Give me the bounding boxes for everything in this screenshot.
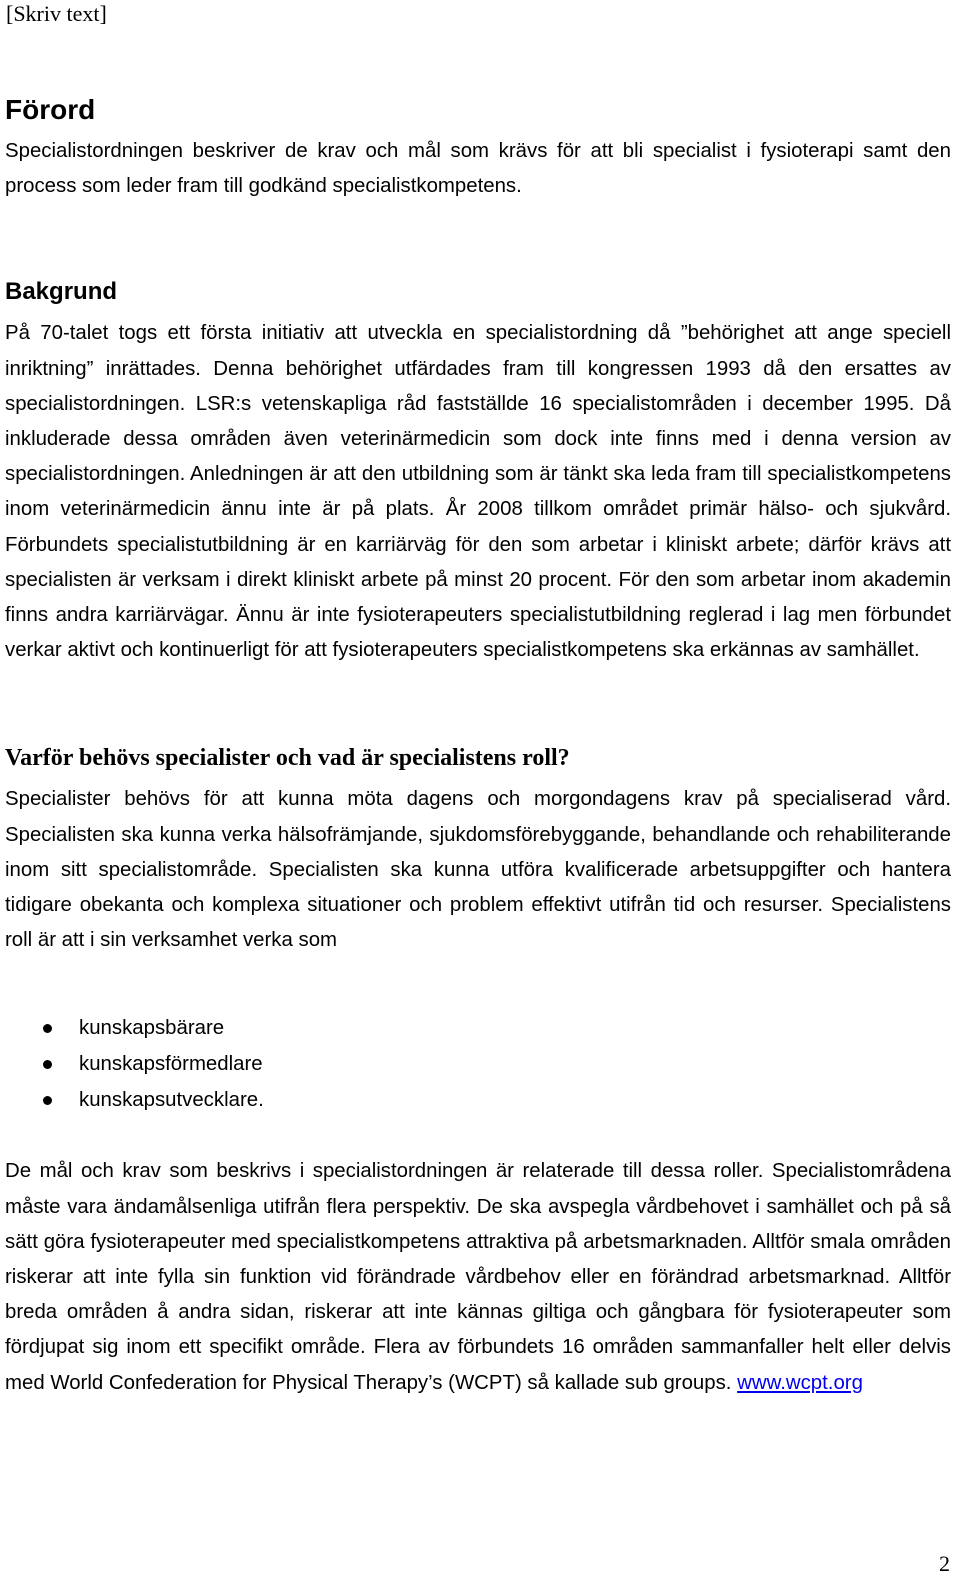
wcpt-link[interactable]: www.wcpt.org xyxy=(737,1371,863,1394)
heading-varfor: Varför behövs specialister och vad är specialistens roll? xyxy=(5,745,570,772)
paragraph-forord: Specialistordningen beskriver de krav och mål som krävs för att bli specialist i fysioterapi samt den process som leder fram till godkänd specialistkompetens. xyxy=(5,140,951,198)
header-placeholder: [Skriv text] xyxy=(6,1,107,26)
list-item xyxy=(5,1010,951,1046)
role-label: kunskapsbärare xyxy=(79,1017,225,1040)
paragraph-varfor: Specialister behövs för att kunna möta dagens och morgondagens krav på specialiserad vård. Specialisten ska kunna verka hälsofrämjande, sjukdomsförebyggande, behandlande och rehabiliterande inom sitt specialistområde. Specialisten ska kunna utföra kvalificerade arbetsuppgifter och hantera tidigare obekanta och komplexa situationer och problem effektivt utifrån tid och resurser. Specialistens roll är att i sin verksamhet verka som xyxy=(5,788,951,952)
heading-forord: Förord xyxy=(5,94,96,125)
paragraph-closing xyxy=(5,1154,951,1400)
roles-list xyxy=(5,1010,951,1118)
role-label: kunskapsförmedlare xyxy=(79,1053,263,1076)
role-label: kunskapsutvecklare. xyxy=(79,1089,264,1112)
page-number: 2 xyxy=(939,1551,950,1576)
bullet-icon xyxy=(43,1096,52,1105)
bullet-icon xyxy=(43,1024,52,1033)
list-item xyxy=(5,1046,951,1082)
heading-bakgrund: Bakgrund xyxy=(5,278,118,306)
closing-text: De mål och krav som beskrivs i specialistordningen är relaterade till dessa roller. Specialistområdena måste vara ändamålsenliga utifrån flera perspektiv. De ska avspegla vårdbehovet i samhället och på så sätt göra fysioterapeuter med specialistkompetens attraktiva på arbetsmarknaden. Alltför smala områden riskerar att inte fylla sin funktion vid förändrade vårdbehov eller en förändrad arbetsmarknad. Alltför breda områden å andra sidan, riskerar att inte kännas giltiga och gångbara för fysioterapeuter som fördjupat sig inom ett specifikt område. Flera av förbundets 16 områden sammanfaller helt eller delvis med World Confederation for Physical Therapy’s (WCPT) så kallade sub groups. xyxy=(5,1160,951,1394)
bullet-icon xyxy=(43,1060,52,1069)
paragraph-bakgrund: På 70-talet togs ett första initiativ att utveckla en specialistordning då ”behörighet att ange speciell inriktning” inrättades. Denna behörighet utfärdades fram till kongressen 1993 då den ersattes av specialistordningen. LSR:s vetenskapliga råd fastställde 16 specialistområden i december 1995. Då inkluderade dessa områden även veterinärmedicin som dock inte finns med i denna version av specialistordningen. Anledningen är att den utbildning som är tänkt ska leda fram till specialistkompetens inom veterinärmedicin ännu inte är på plats. År 2008 tillkom området primär hälso- och sjukvård. Förbundets specialistutbildning är en karriärväg för den som arbetar i kliniskt arbete; därför krävs att specialisten är verksam i direkt kliniskt arbete på minst 20 procent. För den som arbetar inom akademin finns andra karriärvägar. Ännu är inte fysioterapeuters specialistutbildning reglerad i lag men förbundet verkar aktivt och kontinuerligt för att fysioterapeuters specialistkompetens ska erkännas av samhället. xyxy=(5,322,951,662)
document-body xyxy=(5,90,951,1401)
list-item xyxy=(5,1082,951,1118)
